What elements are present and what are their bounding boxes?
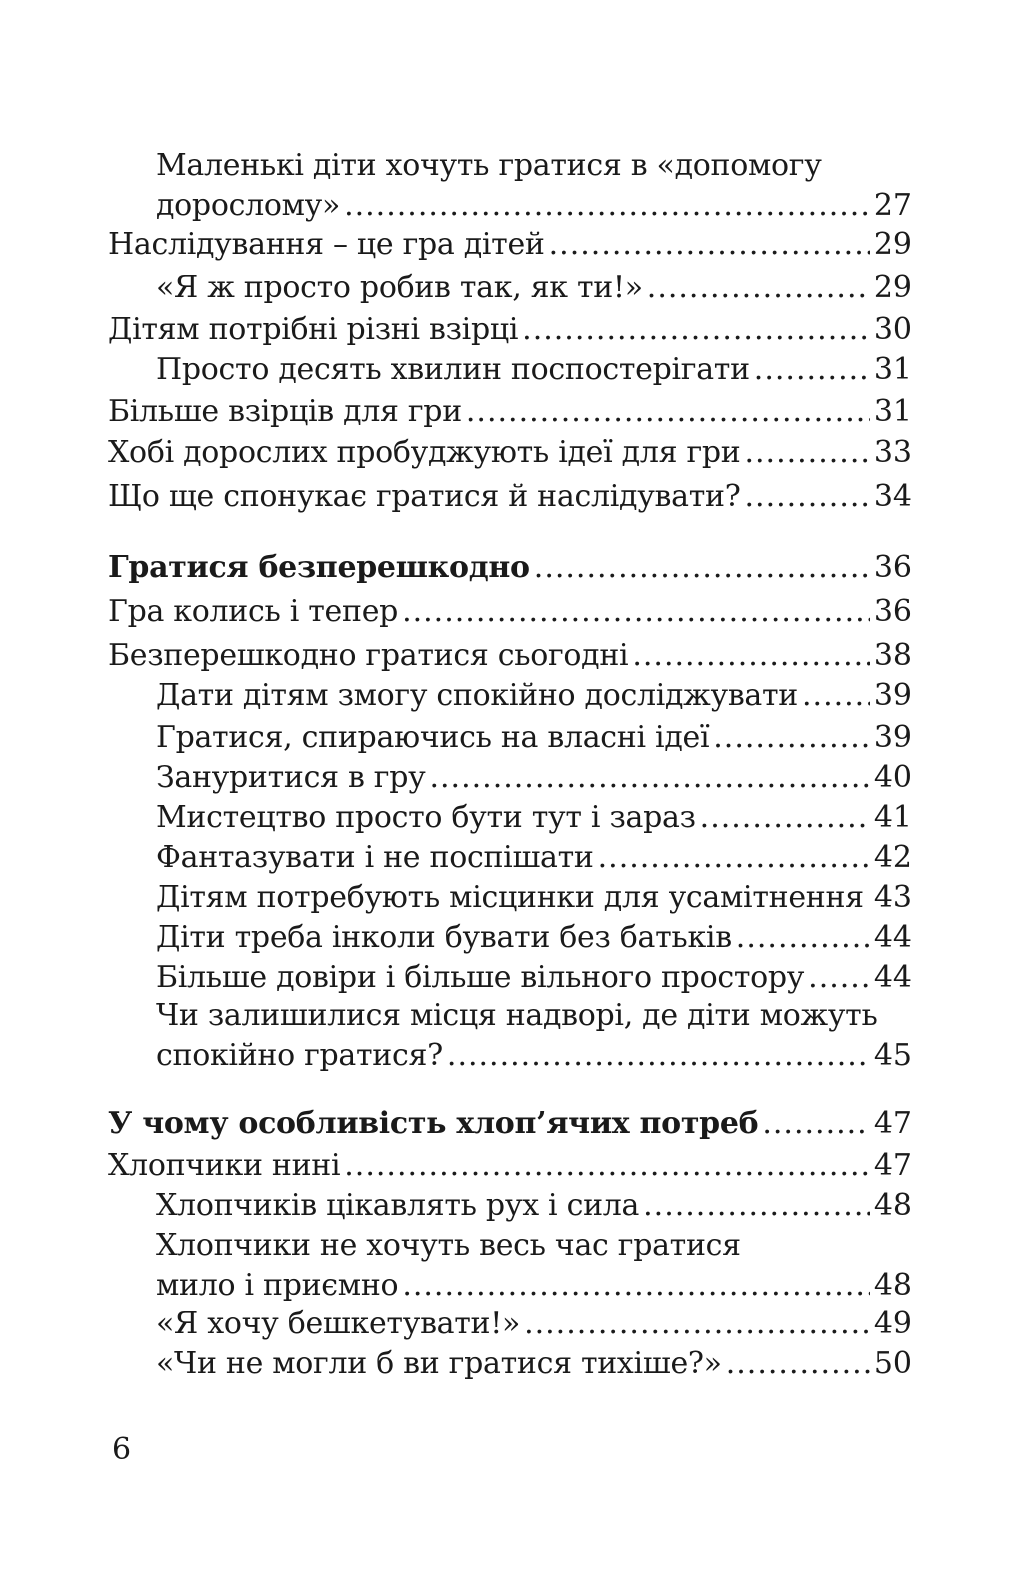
dot-leader xyxy=(402,592,870,632)
dot-leader xyxy=(344,1146,870,1186)
toc-page-number: 39 xyxy=(873,678,912,713)
toc-entry xyxy=(108,636,912,676)
toc-entry xyxy=(156,878,912,918)
toc-entry-title: Діти треба інколи бувати без батьків xyxy=(156,920,732,955)
toc-page-number: 31 xyxy=(873,352,912,387)
toc-page-number: 47 xyxy=(873,1106,912,1141)
dot-leader xyxy=(429,758,869,798)
toc-entry-title: Хлопчиків цікавлять рух і сила xyxy=(156,1188,640,1223)
toc-entry-title: Більше довіри і більше вільного простору xyxy=(156,960,805,995)
dot-leader xyxy=(647,268,870,308)
toc-entry-title: Гратися, спираючись на власні ідеї xyxy=(156,720,710,755)
dot-leader xyxy=(762,1104,869,1144)
toc-entry-title: Дітям потребують місцинки для усамітнення xyxy=(156,880,864,915)
page-number: 6 xyxy=(112,1432,132,1467)
toc-entry xyxy=(156,1304,912,1344)
toc-entry xyxy=(108,477,912,517)
dot-leader xyxy=(736,918,870,958)
dot-leader xyxy=(713,718,870,758)
table-of-contents xyxy=(108,0,912,1575)
toc-page-number: 39 xyxy=(873,720,912,755)
toc-page-number: 44 xyxy=(873,920,912,955)
toc-entry-title: «Я ж просто робив так, як ти!» xyxy=(156,270,643,305)
dot-leader xyxy=(534,548,870,588)
toc-entry xyxy=(156,758,912,798)
toc-page-number: 33 xyxy=(873,435,912,470)
dot-leader xyxy=(726,1344,870,1384)
dot-leader xyxy=(522,310,870,350)
toc-entry xyxy=(156,958,912,998)
toc-entry xyxy=(108,592,912,632)
toc-chapter-title: У чому особливість хлоп’ячих потреб xyxy=(108,1106,759,1141)
toc-page-number: 27 xyxy=(873,188,912,223)
toc-entry xyxy=(156,798,912,838)
toc-entry-title: дорослому» xyxy=(156,188,341,223)
toc-page-number: 48 xyxy=(873,1268,912,1303)
toc-entry-title: мило і приємно xyxy=(156,1268,399,1303)
toc-page-number: 40 xyxy=(873,760,912,795)
dot-leader xyxy=(643,1186,870,1226)
dot-leader xyxy=(745,477,870,517)
toc-page-number: 36 xyxy=(873,594,912,629)
dot-leader xyxy=(549,225,870,265)
dot-leader xyxy=(402,1266,870,1306)
toc-entry xyxy=(156,350,912,390)
toc-entry xyxy=(108,1146,912,1186)
toc-entry-title-line: Хлопчики не хочуть весь час гратися xyxy=(156,1228,741,1263)
toc-page-number: 45 xyxy=(873,1038,912,1073)
toc-entry-title-line: Чи залишилися місця надворі, де діти можуть xyxy=(156,998,878,1033)
toc-entry xyxy=(108,433,912,473)
toc-page-number: 29 xyxy=(873,270,912,305)
toc-page-number: 31 xyxy=(873,394,912,429)
toc-entry xyxy=(108,1104,912,1144)
toc-page-number: 38 xyxy=(873,638,912,673)
toc-entry-title: Дати дітям змогу спокійно досліджувати xyxy=(156,678,798,713)
toc-page-number: 34 xyxy=(873,479,912,514)
toc-page-number: 42 xyxy=(873,840,912,875)
toc-page-number: 49 xyxy=(873,1306,912,1341)
toc-page-number: 50 xyxy=(873,1346,912,1381)
dot-leader xyxy=(632,636,869,676)
dot-leader xyxy=(868,878,870,918)
toc-page-number: 48 xyxy=(873,1188,912,1223)
toc-entry-title: Дітям потрібні різні взірці xyxy=(108,312,519,347)
toc-entry xyxy=(156,146,912,226)
toc-entry xyxy=(156,268,912,308)
toc-entry-title: Гра колись і тепер xyxy=(108,594,399,629)
dot-leader xyxy=(744,433,869,473)
toc-page-number: 30 xyxy=(873,312,912,347)
toc-page-number: 41 xyxy=(873,800,912,835)
toc-entry-title: Наслідування – це гра дітей xyxy=(108,227,545,262)
toc-page-number: 43 xyxy=(873,880,912,915)
toc-entry-title: Що ще спонукає гратися й наслідувати? xyxy=(108,479,741,514)
toc-entry xyxy=(156,838,912,878)
toc-entry-title: «Я хочу бешкетувати!» xyxy=(156,1306,521,1341)
dot-leader xyxy=(700,798,870,838)
toc-entry xyxy=(108,310,912,350)
toc-entry-title: Просто десять хвилин поспостерігати xyxy=(156,352,750,387)
toc-entry-title: Безперешкодно гратися сьогодні xyxy=(108,638,629,673)
toc-page-number: 36 xyxy=(873,550,912,585)
toc-entry xyxy=(156,1186,912,1226)
toc-entry-title: Мистецтво просто бути тут і зараз xyxy=(156,800,696,835)
toc-entry-title: спокійно гратися? xyxy=(156,1038,443,1073)
toc-page-number: 29 xyxy=(873,227,912,262)
dot-leader xyxy=(754,350,870,390)
toc-entry xyxy=(156,676,912,716)
dot-leader xyxy=(598,838,870,878)
toc-entry-title: Хобі дорослих пробуджують ідеї для гри xyxy=(108,435,741,470)
dot-leader xyxy=(802,676,870,716)
toc-entry-title-line: Маленькі діти хочуть гратися в «допомогу xyxy=(156,148,822,183)
toc-entry xyxy=(108,392,912,432)
dot-leader xyxy=(344,186,870,226)
toc-chapter-title: Гратися безперешкодно xyxy=(108,550,530,585)
toc-entry-title: Фантазувати і не поспішати xyxy=(156,840,594,875)
toc-entry xyxy=(156,1344,912,1384)
toc-entry-title: «Чи не могли б ви гратися тихіше?» xyxy=(156,1346,722,1381)
toc-entry-title: Більше взірців для гри xyxy=(108,394,462,429)
dot-leader xyxy=(447,1036,870,1076)
toc-entry-title: Зануритися в гру xyxy=(156,760,426,795)
toc-page-number: 44 xyxy=(873,960,912,995)
toc-entry-title: Хлопчики нині xyxy=(108,1148,341,1183)
toc-page-number: 47 xyxy=(873,1148,912,1183)
toc-entry xyxy=(156,996,912,1076)
toc-entry xyxy=(108,548,912,588)
dot-leader xyxy=(808,958,870,998)
dot-leader xyxy=(524,1304,870,1344)
toc-entry xyxy=(108,225,912,265)
toc-entry xyxy=(156,918,912,958)
dot-leader xyxy=(466,392,870,432)
toc-entry xyxy=(156,1226,912,1306)
toc-entry xyxy=(156,718,912,758)
